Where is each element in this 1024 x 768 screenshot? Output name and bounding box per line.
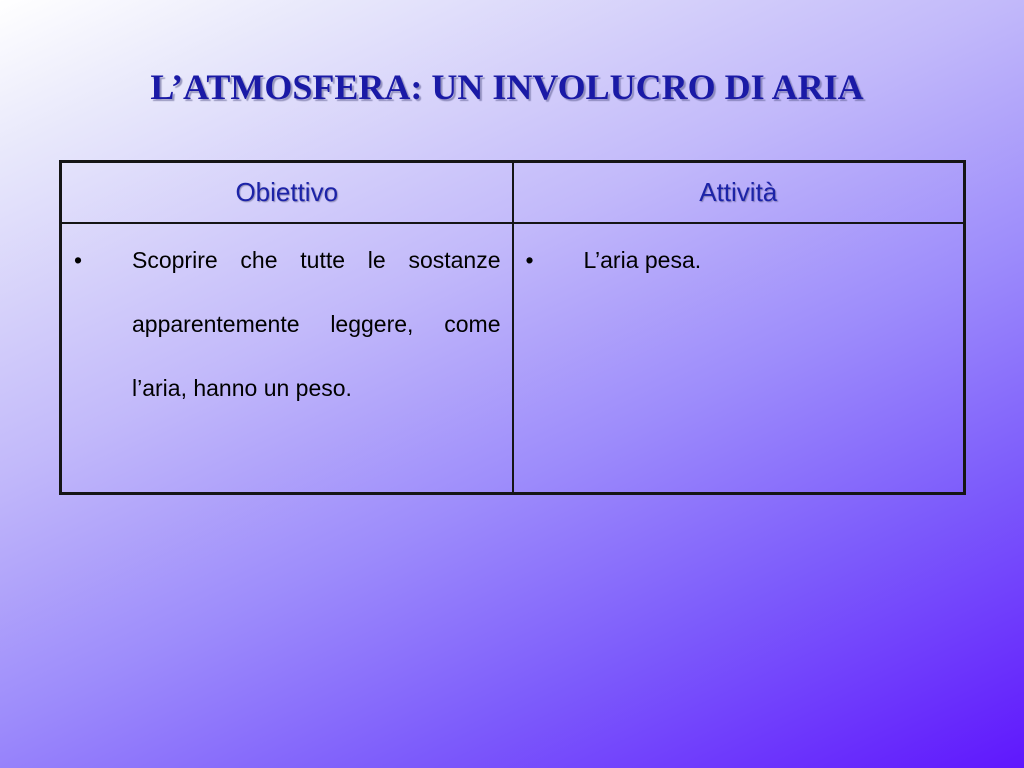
cell-objective [61,223,513,494]
activity-bullet-item [514,224,964,292]
header-activity: Attività [513,162,965,224]
table-row [61,223,965,494]
slide-title: L’ATMOSFERA: UN INVOLUCRO DI ARIA [150,67,864,107]
objective-bullet-item [62,224,512,420]
header-objective: Obiettivo [61,162,513,224]
bullet-icon: • [525,247,534,273]
objective-text: Scoprire che tutte le sostanze apparentemente leggere, come l’aria, hanno un peso. [132,247,501,401]
activity-text: L’aria pesa. [583,247,702,273]
objectives-table [59,160,966,495]
table-header-row [61,162,965,224]
bullet-icon: • [74,247,83,273]
cell-activity [513,223,965,494]
